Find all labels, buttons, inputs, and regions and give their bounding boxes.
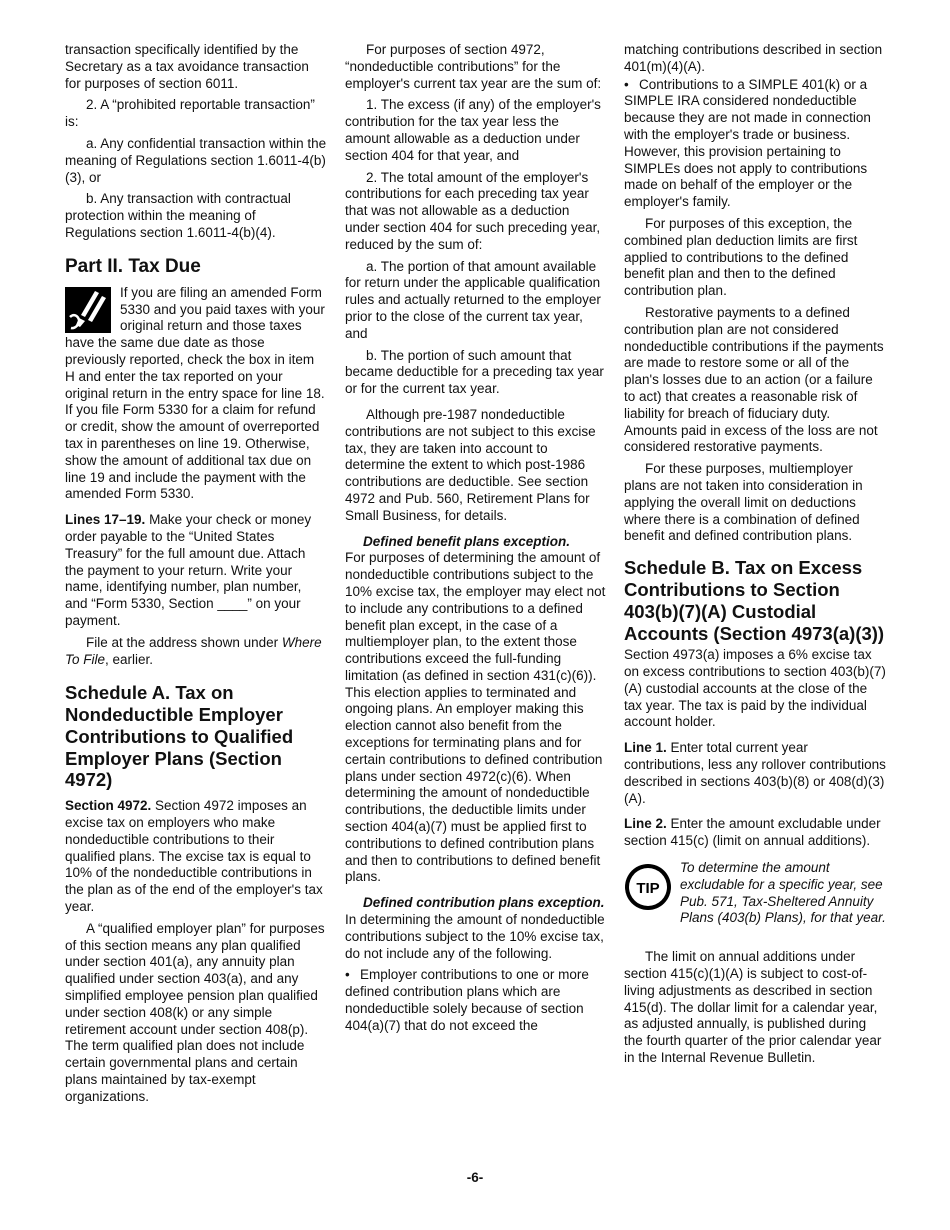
pen-hand-icon bbox=[65, 287, 111, 333]
file-address-paragraph bbox=[65, 635, 327, 669]
defined-benefit-exception bbox=[345, 534, 607, 887]
text-run: , earlier. bbox=[105, 651, 154, 667]
defined-contribution-exception bbox=[345, 895, 607, 962]
paragraph-text: For purposes of determining the amount of nondeductible contributions subject to the 10% excise tax, the employer may elect not to include any contributions to a defined benefit plan except, in the case of a multiemployer plan, to the extent those contributions exceed the full-funding limitation (as defined in section 431(c)(6)). This election applies to terminated and ongoing plans. An employer making this election cannot also benefit from the exceptions for terminating plans and for certain contributions to defined contribution plans under section 4972(c)(6). When determining the amount of nondeductible contributions, the deductible limits under section 404(a)(7) must be applied first to contributions to defined contribution plans and then to contributions to defined benefit plans. bbox=[345, 550, 606, 885]
line-1-paragraph bbox=[624, 740, 886, 807]
amended-return-note bbox=[65, 285, 327, 503]
bullet-item bbox=[345, 967, 607, 1034]
run-in-heading: Section 4972. bbox=[65, 798, 152, 814]
paragraph-text: Enter the amount excludable under section 415(c) (limit on annual additions). bbox=[624, 816, 881, 849]
run-in-heading: Line 2. bbox=[624, 816, 667, 832]
page-number: -6- bbox=[466, 1170, 484, 1185]
paragraph-text: Section 4972 imposes an excise tax on employers who make nondeductible contributions to their qualified plans. The excise tax is equal to 10% of the nondeductible contributions in the plan as of the end of the employer's tax year. bbox=[65, 798, 323, 915]
column-3 bbox=[624, 42, 886, 1072]
run-in-heading: Lines 17–19. bbox=[65, 512, 146, 528]
run-in-heading: Defined contribution plans exception. bbox=[363, 895, 605, 911]
schedule-a-heading: Schedule A. Tax on Nondeductible Employer Contributions to Qualified Employer Plans (Section 4972) bbox=[65, 682, 294, 791]
part2-heading: Part II. Tax Due bbox=[65, 255, 201, 277]
list-item: b. The portion of such amount that became deductible for a preceding tax year or for the current tax year. bbox=[345, 347, 604, 397]
bullet-text: Contributions to a SIMPLE 401(k) or a SIMPLE IRA considered nondeductible because they are not made in connection with the employer's trade or business. However, this provision pertaining to SIMPLEs does not apply to contributions made on behalf of the employer or the employer's family. bbox=[624, 76, 871, 210]
paragraph: For these purposes, multiemployer plans are not taken into consideration in applying the overall limit on deductions where there is a combination of defined benefit and defined contribution plans. bbox=[624, 461, 863, 544]
run-in-heading: Line 1. bbox=[624, 740, 667, 756]
paragraph-text: Enter total current year contributions, less any rollover contributions described in sections 403(b)(8) or 408(d)(3)(A). bbox=[624, 740, 886, 806]
tip-label: TIP bbox=[636, 880, 660, 898]
line-2-paragraph bbox=[624, 816, 886, 850]
section-4972-paragraph bbox=[65, 798, 327, 916]
list-item: a. The portion of that amount available for return under the applicable qualification rules and actually returned to the employer prior to the close of the current tax year, and bbox=[345, 258, 601, 341]
paragraph-text: Make your check or money order payable to the “United States Treasury” for the full amount due. Attach the payment to your return. Write your name, identifying number, plan number, and “Form 5330, Section ____” on your payment. bbox=[65, 512, 312, 628]
list-item: 2. A “prohibited reportable transaction” is: bbox=[65, 97, 315, 130]
text-run-italic: Where To File bbox=[65, 634, 322, 667]
list-item: a. Any confidential transaction within the meaning of Regulations section 1.6011-4(b)(3), or bbox=[65, 135, 327, 185]
bullet-icon: • bbox=[345, 967, 350, 983]
lines-17-19-paragraph bbox=[65, 512, 327, 630]
paragraph: The limit on annual additions under section 415(c)(1)(A) is subject to cost-of-living adjustments as described in section 415(d). The dollar limit for a calendar year, as adjusted annually, is published during the fourth quarter of the prior calendar year in the Internal Revenue Bulletin. bbox=[624, 949, 882, 1066]
tip-icon bbox=[624, 863, 672, 911]
schedule-b-heading: Schedule B. Tax on Excess Contributions to Section 403(b)(7)(A) Custodial Accounts (Section 4973(a)(3)) bbox=[624, 557, 885, 644]
column-2 bbox=[345, 42, 607, 1040]
paragraph: A “qualified employer plan” for purposes of this section means any plan qualified under section 401(a), any annuity plan qualified under section 403(a), and any simplified employee pension plan qualified under section 408(k) or any simple retirement account under section 408(p). The term qualified plan does not include certain governmental plans and certain plans maintained by tax-exempt organizations. bbox=[65, 920, 325, 1104]
paragraph: For purposes of this exception, the combined plan deduction limits are first applied to contributions to the defined benefit plan and then to the defined contribution plan. bbox=[624, 215, 858, 299]
tip-text: To determine the amount excludable for a specific year, see Pub. 571, Tax-Sheltered Annuity Plans (403(b) Plans), for that year. bbox=[680, 860, 886, 926]
list-item: b. Any transaction with contractual protection within the meaning of Regulations section 1.6011-4(b)(4). bbox=[65, 191, 291, 240]
column-1 bbox=[65, 42, 327, 1111]
paragraph: Restorative payments to a defined contribution plan are not considered nondeductible contributions if the payments are made to restore some or all of the plan's losses due to an action (or a failure to act) that creates a reasonable risk of liability for breach of fiduciary duty. Amounts paid in excess of the loss are not considered restorative payments. bbox=[624, 304, 884, 455]
paragraph: For purposes of section 4972, “nondeductible contributions” for the employer's current tax year are the sum of: bbox=[345, 42, 602, 91]
paragraph-text: In determining the amount of nondeductible contributions subject to the 10% excise tax, do not include any of the following. bbox=[345, 912, 605, 961]
paragraph: Section 4973(a) imposes a 6% excise tax on excess contributions to section 403(b)(7)(A) custodial accounts at the close of the tax year. The tax is paid by the individual account holder. bbox=[624, 647, 886, 730]
tip-note bbox=[624, 860, 886, 927]
note-text: If you are filing an amended Form 5330 and you paid taxes with your original return and those taxes have the same due date as those previously reported, check the box in item H and enter the tax reported on your original return in the entry space for line 18. If you file Form 5330 for a claim for refund or credit, show the amount of overreported tax in parentheses on line 19. Otherwise, show the amount of additional tax due on line 19 and include the payment with the amended Form 5330. bbox=[65, 284, 325, 502]
paragraph: Although pre-1987 nondeductible contributions are not subject to this excise tax, they are taken into account to determine the extent to which post-1986 contributions are deductible. See section 4972 and Pub. 560, Retirement Plans for Small Business, for details. bbox=[345, 406, 596, 523]
bullet-item bbox=[624, 77, 886, 211]
bullet-text: Employer contributions to one or more defined contribution plans which are nondeductible solely because of section 404(a)(7) that do not exceed the bbox=[345, 967, 589, 1033]
text-run: File at the address shown under bbox=[86, 634, 282, 650]
bullet-icon: • bbox=[624, 76, 629, 92]
list-item: 2. The total amount of the employer's contributions for each preceding tax year that was not allowable as a deduction under section 404 for such preceding year, reduced by the sum of: bbox=[345, 169, 601, 252]
paragraph: transaction specifically identified by the Secretary as a tax avoidance transaction for purposes of section 6011. bbox=[65, 42, 309, 91]
list-item: 1. The excess (if any) of the employer's contribution for the tax year less the amount allowable as a deduction under section 404 for that year, and bbox=[345, 97, 601, 163]
paragraph: matching contributions described in section 401(m)(4)(A). bbox=[624, 42, 883, 74]
run-in-heading: Defined benefit plans exception. bbox=[363, 533, 571, 549]
